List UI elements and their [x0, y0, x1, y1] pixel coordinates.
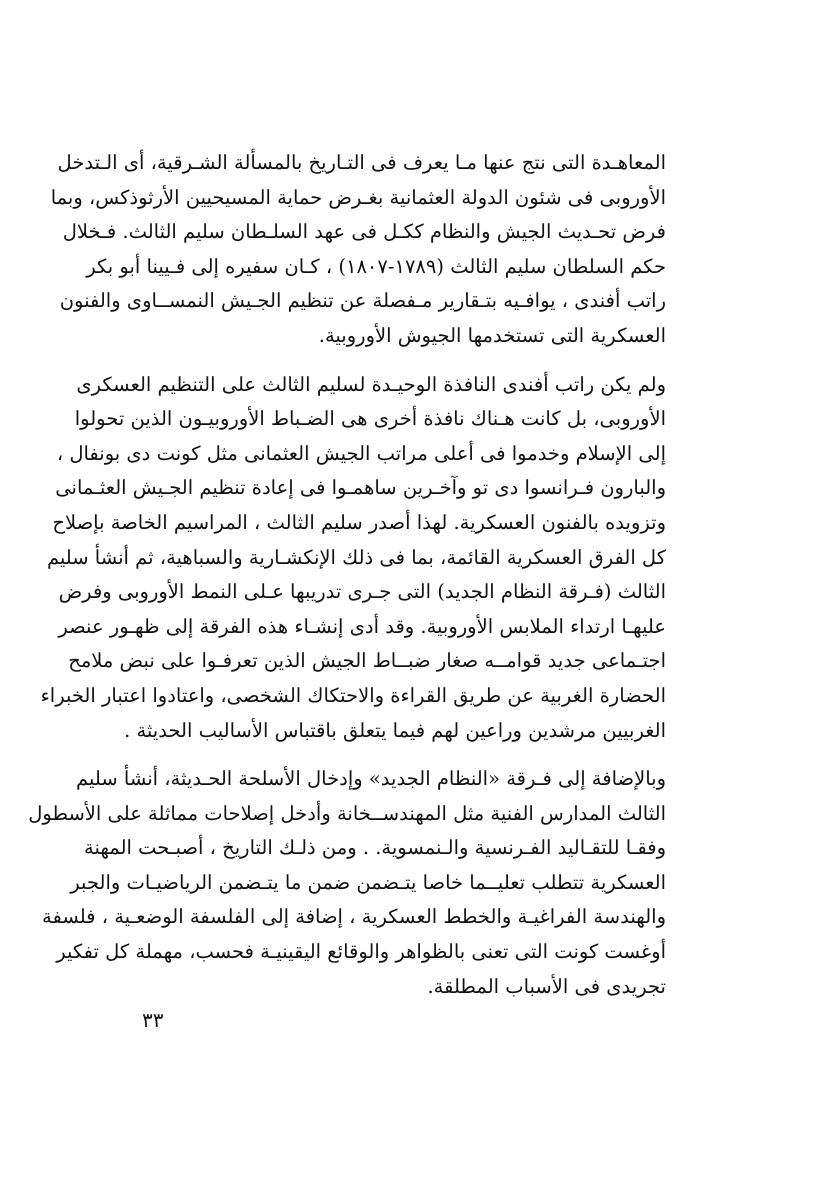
- paragraph-3: [28, 762, 666, 1004]
- text-line: ولم يكن راتب أفندى النافذة الوحيـدة لسليم الثالث على التنظيم العسكرى: [76, 372, 666, 396]
- text-line: الأوروبى فى شئون الدولة العثمانية بغـرض حماية المسيحيين الأرثوذكس، وبما: [50, 185, 666, 209]
- paragraph-1: [50, 146, 666, 354]
- text-line: الأوروبى، بل كانت هـناك نافذة أخرى هى الضـباط الأوروبيـون الذين تحولوا: [74, 407, 666, 431]
- text-line: المعاهـدة التى نتج عنها مـا يعرف فى التـاريخ بالمسألة الشـرقية، أى الـتدخل: [57, 151, 666, 174]
- text-line: الثالث (فـرقة النظام الجديد) التى جـرى تدريبها عـلى النمط الأوروبى وفرض: [58, 580, 666, 604]
- text-line: الثالث المدارس الفنية مثل المهندســخانة وأدخل إصلاحات مماثلة على الأسطول: [28, 801, 666, 825]
- paragraph-gap: [142, 748, 666, 762]
- text-line: العسكرية تتطلب تعليــما خاصا يتـضمن ضمن ما يتـضمن الرياضيـات والجبر: [70, 870, 666, 894]
- text-line: كل الفرق العسكرية القائمة، بما فى ذلك الإنكشـارية والسباهية، ثم أنشأ سليم: [46, 545, 666, 569]
- paragraph-2: [40, 368, 666, 749]
- text-line: راتب أفندى ، يوافـيه بتـقارير مـفصلة عن تنظيم الجـيش النمســاوى والفنون: [59, 289, 666, 313]
- body-text: [28, 146, 666, 1004]
- text-line: وبالإضافة إلى فـرقة «النظام الجديد» وإدخال الأسلحة الحـديثة، أنشأ سليم: [76, 767, 666, 791]
- text-line: والبارون فـرانسوا دى تو وآخـرين ساهمـوا فى إعادة تنظيم الجـيش العثـمانى: [55, 476, 666, 500]
- text-line: وفقـا للتقـاليد الفـرنسية والـنمسوية. . ومن ذلـك التاريخ ، أصبـحت المهنة: [83, 836, 666, 860]
- text-line: تجريدى فى الأسباب المطلقة.: [427, 974, 666, 998]
- text-line: وتزويده بالفنون العسكرية. لهذا أصدر سليم الثالث ، المراسيم الخاصة بإصلاح: [52, 510, 666, 534]
- text-line: أوغست كونت التى تعنى بالظواهر والوقائع اليقينيـة فحسب، مهملة كل تفكير: [56, 940, 666, 964]
- text-line: الغربيين مرشدين وراعين لهم فيما يتعلق باقتباس الأساليب الحديثة .: [124, 718, 666, 742]
- text-line: إلى الإسلام وخدموا فى أعلى مراتب الجيش العثمانى مثل كونت دى بونفال ،: [56, 441, 666, 465]
- text-line: فرض تحـديث الجيش والنظام ككـل فى عهد السلـطان سليم الثالث. فـخلال: [62, 220, 666, 244]
- text-line: العسكرية التى تستخدمها الجيوش الأوروبية.: [318, 323, 666, 347]
- text-line: عليهـا ارتداء الملابس الأوروبية. وقد أدى إنشـاء هذه الفرقة إلى ظهـور عنصر: [58, 614, 666, 638]
- text-line: والهندسة الفراغيـة والخطط العسكرية ، إضافة إلى الفلسفة الوضعـية ، فلسفة: [42, 905, 666, 929]
- text-line: الحضارة الغربية عن طريق القراءة والاحتكاك الشخصى، واعتادوا اعتبار الخبراء: [40, 683, 666, 707]
- text-line: اجتـماعى جديد قوامــه صغار ضبــاط الجيش الذين تعرفـوا على نبض ملامح: [68, 649, 666, 673]
- paragraph-gap: [142, 354, 666, 368]
- page-number: ٣٣: [142, 1008, 164, 1032]
- text-line: حكم السلطان سليم الثالث (١٧٨٩-١٨٠٧) ، كـان سفيره إلى فـيينا أبو بكر: [86, 254, 666, 278]
